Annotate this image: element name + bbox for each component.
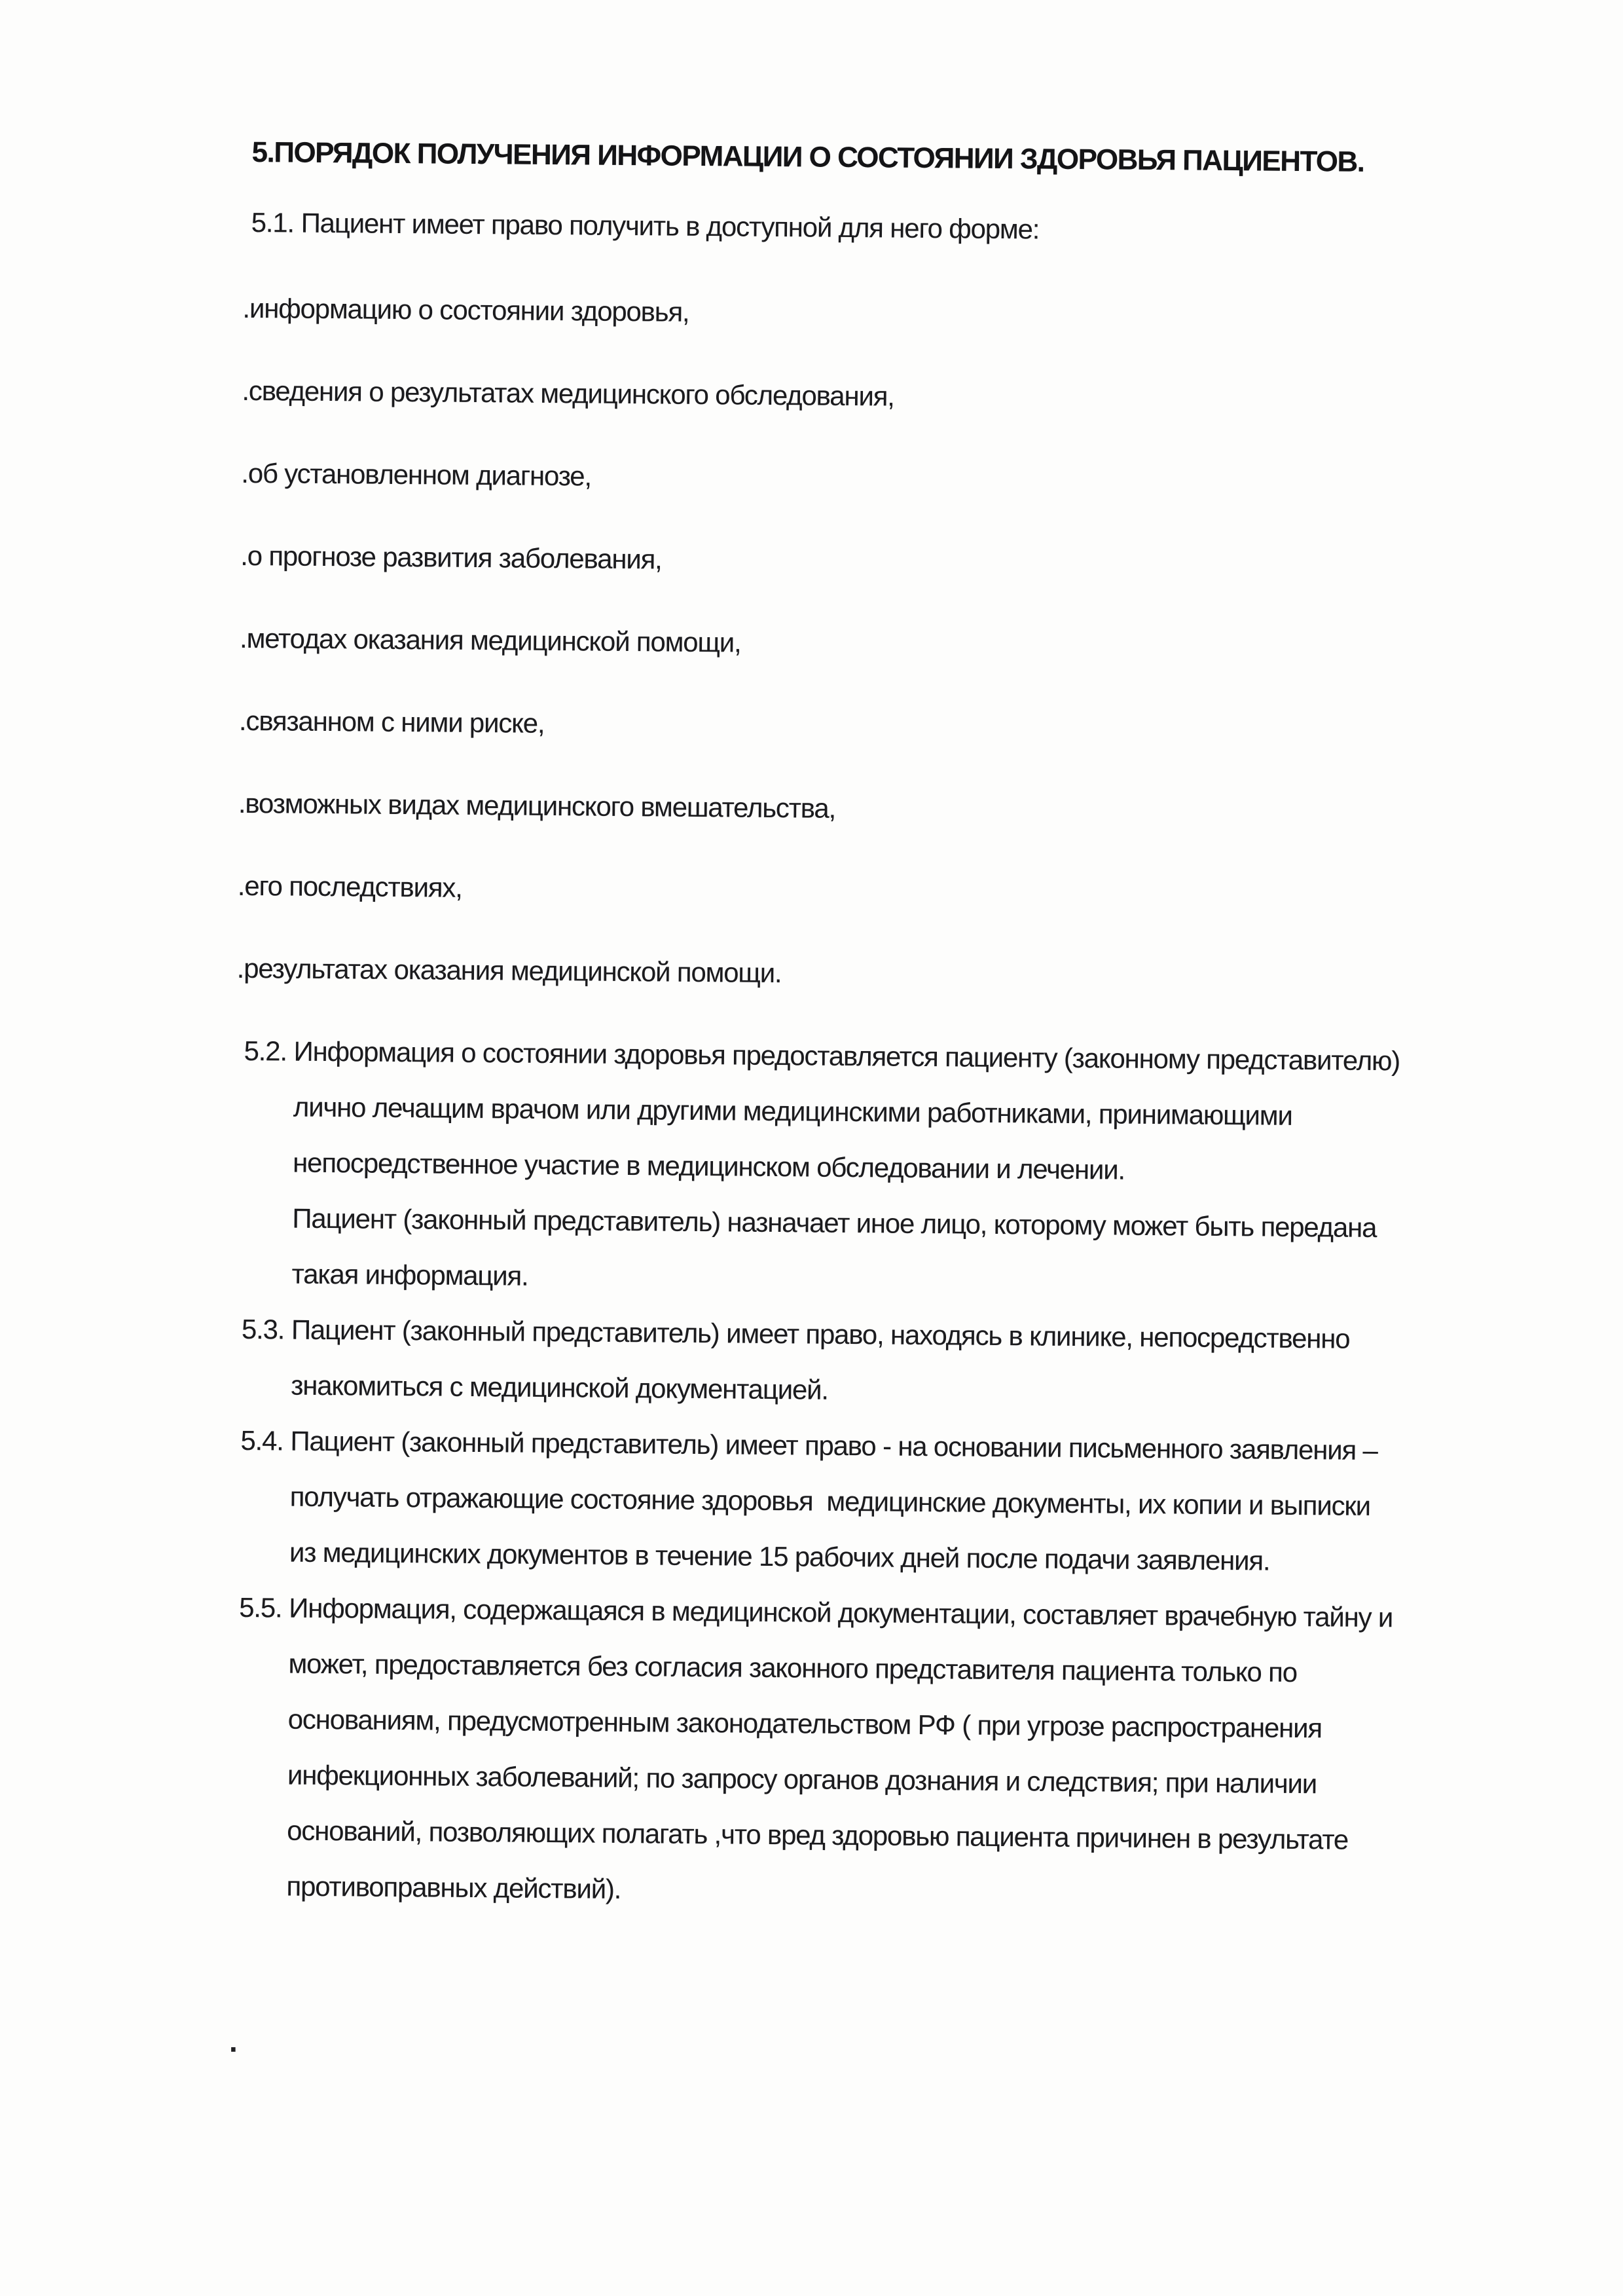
clause bbox=[236, 1580, 1395, 1923]
list-item: .его последствиях, bbox=[237, 870, 462, 903]
clause bbox=[240, 1413, 1397, 1589]
clause bbox=[242, 1023, 1400, 1311]
clause-line: лично лечащим врачом или другими медицинскими работниками, принимающими bbox=[293, 1091, 1292, 1131]
clause-line: знакомиться с медицинской документацией. bbox=[290, 1369, 829, 1405]
clause-number: 5.5. bbox=[239, 1591, 282, 1623]
clause-line: может, предоставляется без согласия законного представителя пациента только по bbox=[288, 1648, 1298, 1688]
list-item: .возможных видах медицинского вмешательства, bbox=[238, 787, 836, 824]
clause-5-1 bbox=[251, 194, 1407, 260]
clause-line: Пациент (законный представитель) имеет право - на основании письменного заявления – bbox=[290, 1425, 1377, 1466]
clause-lines bbox=[301, 195, 1407, 261]
list-item: .связанном с ними риске, bbox=[238, 705, 545, 739]
clause-line: непосредственное участие в медицинском обследовании и лечении. bbox=[292, 1147, 1125, 1185]
list-item: .сведения о результатах медицинского обследования, bbox=[242, 375, 894, 412]
clause-number: 5.2. bbox=[244, 1035, 287, 1067]
clause-line: Пациент имеет право получить в доступной для него форме: bbox=[301, 207, 1040, 245]
list-item: .методах оказания медицинской помощи, bbox=[239, 622, 741, 658]
clause bbox=[241, 1301, 1398, 1422]
clause-lines bbox=[286, 1580, 1395, 1924]
clause-line: противоправных действий). bbox=[286, 1870, 621, 1905]
section-heading: 5.ПОРЯДОК ПОЛУЧЕНИЯ ИНФОРМАЦИИ О СОСТОЯНИИ ЗДОРОВЬЯ ПАЦИЕНТОВ. bbox=[251, 136, 1364, 178]
list-item: .информацию о состоянии здоровья, bbox=[242, 292, 689, 327]
clause-line: Информация о состоянии здоровья предоставляется пациенту (законному представителю) bbox=[293, 1035, 1400, 1077]
clause-line: Пациент (законный представитель) назначает иное лицо, которому может быть передана bbox=[292, 1202, 1377, 1244]
document-content bbox=[236, 124, 1408, 1923]
clause-line: Пациент (законный представитель) имеет право, находясь в клинике, непосредственно bbox=[291, 1314, 1350, 1354]
list-item: .результатах оказания медицинской помощи. bbox=[236, 952, 782, 989]
clause-line: инфекционных заболеваний; по запросу органов дознания и следствия; при наличии bbox=[287, 1759, 1317, 1800]
clause-line: из медицинских документов в течение 15 рабочих дней после подачи заявления. bbox=[289, 1536, 1270, 1576]
stray-dot-mark: . bbox=[229, 2024, 238, 2058]
clause-number: 5.4. bbox=[240, 1424, 283, 1456]
clause-lines bbox=[289, 1413, 1397, 1590]
list-item: .о прогнозе развития заболевания, bbox=[240, 540, 662, 575]
list-item: .об установленном диагнозе, bbox=[241, 457, 592, 492]
clause-number: 5.3. bbox=[241, 1313, 285, 1345]
clause-lines bbox=[291, 1024, 1400, 1312]
clause-number: 5.1. bbox=[251, 206, 295, 238]
clause-lines bbox=[291, 1302, 1398, 1423]
clause-line: основаниям, предусмотренным законодательством РФ ( при угрозе распространения bbox=[287, 1703, 1322, 1744]
clause-line: такая информация. bbox=[291, 1258, 528, 1291]
clauses-container bbox=[236, 1023, 1400, 1923]
clause-line: Информация, содержащаяся в медицинской документации, составляет врачебную тайну и bbox=[289, 1592, 1393, 1633]
clause-line: получать отражающие состояние здоровья медицинские документы, их копии и выписки bbox=[289, 1481, 1371, 1521]
clause-line: оснований, позволяющих полагать ,что вред здоровью пациента причинен в результате bbox=[287, 1815, 1349, 1855]
bullet-list bbox=[236, 280, 1406, 1006]
